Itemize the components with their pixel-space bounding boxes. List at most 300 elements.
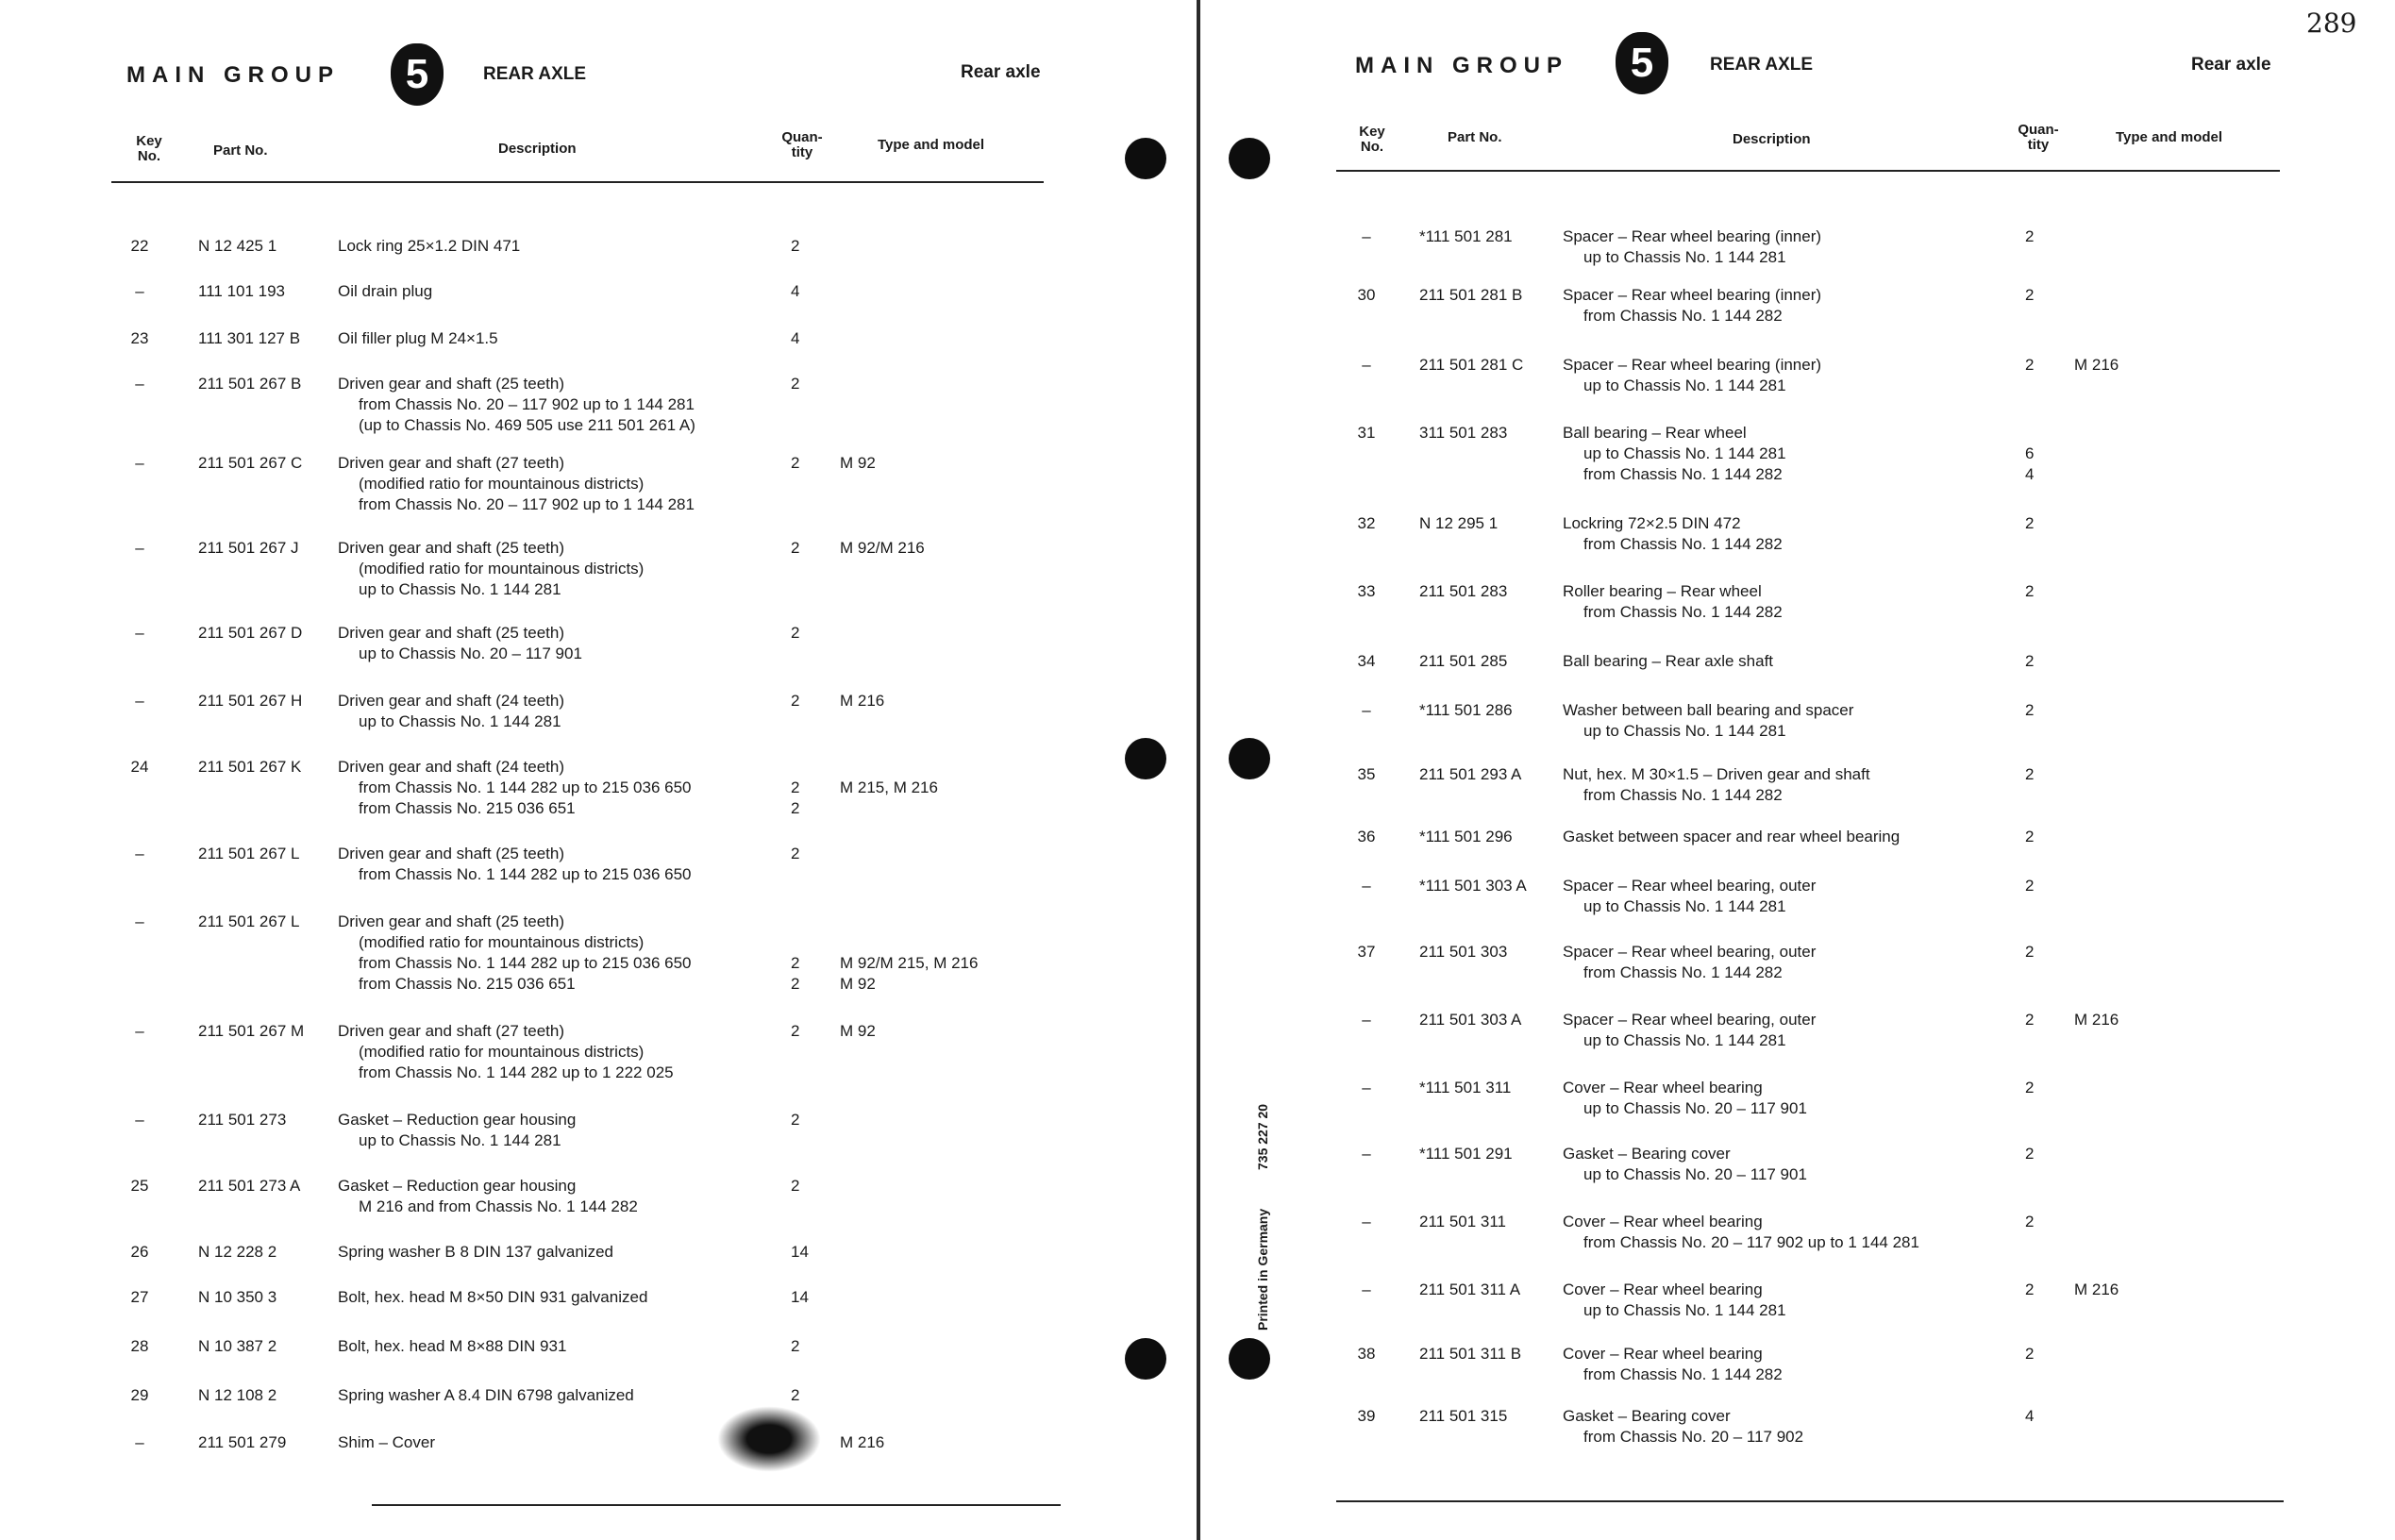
- header-rule: [1336, 170, 2280, 172]
- description-main: Spacer – Rear wheel bearing (inner): [1563, 356, 1822, 374]
- col-key: Key No.: [1359, 124, 1385, 155]
- description-sub: up to Chassis No. 1 144 281: [1583, 1031, 1786, 1049]
- part-no: 211 501 267 C: [198, 454, 303, 472]
- type-model-value: M 216: [2074, 356, 2119, 374]
- key-no: –: [1362, 1079, 1371, 1096]
- description: [338, 912, 762, 995]
- description-main: Gasket – Reduction gear housing: [338, 1177, 577, 1195]
- description-sub: (modified ratio for mountainous districts): [359, 560, 645, 578]
- part-no: 211 501 267 J: [198, 539, 299, 557]
- main-group-title: MAIN GROUP: [1355, 53, 1568, 78]
- part-no: 311 501 283: [1419, 424, 1508, 442]
- type-model: [840, 538, 925, 559]
- key-no: –: [1362, 701, 1371, 719]
- left-page: [0, 0, 1197, 1540]
- description-main: Driven gear and shaft (27 teeth): [338, 454, 565, 472]
- description-main: Driven gear and shaft (25 teeth): [338, 539, 565, 557]
- description: [1563, 1344, 1991, 1385]
- description: [1563, 1010, 1991, 1051]
- quantity-value: 2: [2025, 514, 2035, 532]
- quantity: [791, 757, 799, 819]
- group-number-badge: 5: [1616, 32, 1668, 94]
- quantity: [2025, 1078, 2034, 1098]
- description: [1563, 1280, 1991, 1321]
- key-no: 26: [130, 1243, 149, 1261]
- quantity: [791, 1385, 799, 1406]
- group-number-badge: 5: [391, 43, 444, 106]
- description-sub: up to Chassis No. 20 – 117 901: [359, 644, 582, 662]
- quantity-value: 4: [791, 329, 800, 347]
- quantity: [791, 1176, 799, 1197]
- quantity: [791, 374, 799, 394]
- description: [1563, 651, 1991, 672]
- quantity-value: 2: [2025, 1281, 2035, 1298]
- description: [338, 757, 762, 819]
- col-qty: Quan- tity: [2018, 122, 2059, 153]
- quantity-value: 2: [2025, 765, 2035, 783]
- binder-hole: [1229, 138, 1270, 179]
- description-main: Spring washer A 8.4 DIN 6798 galvanized: [338, 1386, 634, 1404]
- description-sub: up to Chassis No. 1 144 281: [1583, 444, 1786, 462]
- quantity: [791, 1242, 809, 1263]
- section-title: REAR AXLE: [1710, 55, 1814, 75]
- quantity-value: 2: [791, 1111, 800, 1129]
- key-no: 25: [130, 1177, 149, 1195]
- type-model: [2074, 355, 2119, 376]
- description: [338, 1176, 762, 1217]
- quantity-value: [791, 932, 799, 953]
- handwritten-page-number: 289: [2306, 8, 2357, 39]
- description: [338, 453, 762, 515]
- quantity-value: 14: [791, 1243, 809, 1261]
- binder-hole: [1125, 138, 1166, 179]
- description-main: Spacer – Rear wheel bearing, outer: [1563, 877, 1817, 895]
- quantity: [791, 281, 799, 302]
- quantity-value: 2: [791, 1177, 800, 1195]
- part-no: 211 501 285: [1419, 652, 1508, 670]
- description: [338, 1242, 762, 1263]
- page-title: Rear axle: [961, 62, 1041, 82]
- description: [1563, 355, 1991, 396]
- part-no: 211 501 267 M: [198, 1022, 305, 1040]
- description-sub: up to Chassis No. 20 – 117 901: [1583, 1165, 1807, 1183]
- description-sub: from Chassis No. 20 – 117 902 up to 1 144 281: [1583, 1233, 1919, 1251]
- description-main: Spacer – Rear wheel bearing, outer: [1563, 1011, 1817, 1029]
- quantity-value: 4: [791, 282, 800, 300]
- description: [338, 538, 762, 600]
- quantity: [791, 912, 799, 995]
- part-no: 211 501 311 B: [1419, 1345, 1522, 1363]
- quantity-value: 2: [791, 1386, 800, 1404]
- description-main: Shim – Cover: [338, 1433, 435, 1451]
- quantity-value: 2: [791, 1022, 800, 1040]
- description: [1563, 1078, 1991, 1119]
- key-no: 36: [1357, 828, 1376, 845]
- binder-hole: [1125, 1338, 1166, 1380]
- key-no: –: [135, 912, 144, 930]
- description-main: Driven gear and shaft (27 teeth): [338, 1022, 565, 1040]
- key-no: 24: [130, 758, 149, 776]
- type-model: [2074, 1280, 2119, 1300]
- key-no: –: [1362, 356, 1371, 374]
- quantity: [791, 1021, 799, 1042]
- description-main: Oil drain plug: [338, 282, 433, 300]
- description-sub: up to Chassis No. 1 144 281: [1583, 897, 1786, 915]
- type-model-value: [840, 757, 938, 778]
- quantity-value: 2: [2025, 1345, 2035, 1363]
- key-no: 27: [130, 1288, 149, 1306]
- description-main: Spacer – Rear wheel bearing, outer: [1563, 943, 1817, 961]
- description-sub: up to Chassis No. 20 – 117 901: [1583, 1099, 1807, 1117]
- description: [1563, 423, 1991, 485]
- description-sub: from Chassis No. 20 – 117 902: [1583, 1428, 1804, 1446]
- description: [1563, 827, 1991, 847]
- description: [338, 1385, 762, 1406]
- quantity-value: 2: [791, 975, 800, 993]
- key-no: –: [1362, 877, 1371, 895]
- quantity-value: 2: [2025, 1145, 2035, 1163]
- quantity: [2025, 581, 2034, 602]
- right-page: [1200, 0, 2395, 1540]
- part-no: *111 501 291: [1419, 1145, 1513, 1163]
- quantity-value: 2: [2025, 701, 2035, 719]
- header-rule: [111, 181, 1044, 183]
- part-no: 211 501 267 K: [198, 758, 302, 776]
- type-model: [840, 757, 938, 819]
- type-model: [840, 453, 876, 474]
- description: [338, 1432, 762, 1453]
- description: [1563, 700, 1991, 742]
- key-no: 22: [130, 237, 149, 255]
- part-no: 211 501 267 H: [198, 692, 303, 710]
- col-part: Part No.: [213, 142, 268, 159]
- part-no: 211 501 283: [1419, 582, 1508, 600]
- description-main: Driven gear and shaft (24 teeth): [338, 692, 565, 710]
- description-main: Ball bearing – Rear axle shaft: [1563, 652, 1774, 670]
- description-main: Nut, hex. M 30×1.5 – Driven gear and shaft: [1563, 765, 1870, 783]
- part-no: 211 501 267 D: [198, 624, 303, 642]
- quantity-value: 2: [2025, 828, 2035, 845]
- col-qty: Quan- tity: [781, 129, 823, 160]
- description-main: Lock ring 25×1.2 DIN 471: [338, 237, 521, 255]
- quantity-value: 2: [2025, 1011, 2035, 1029]
- key-no: –: [135, 282, 144, 300]
- description-main: Driven gear and shaft (25 teeth): [338, 624, 565, 642]
- description-sub: from Chassis No. 20 – 117 902 up to 1 144 281: [359, 495, 695, 513]
- description: [1563, 1406, 1991, 1448]
- quantity: [2025, 1144, 2034, 1164]
- part-no: 211 501 311 A: [1419, 1281, 1521, 1298]
- key-no: –: [1362, 1011, 1371, 1029]
- quantity: [2025, 764, 2034, 785]
- part-no: N 10 350 3: [198, 1288, 277, 1306]
- quantity: [2025, 226, 2034, 247]
- quantity-value: 2: [791, 237, 800, 255]
- description-sub: from Chassis No. 1 144 282 up to 1 222 025: [359, 1063, 674, 1081]
- quantity: [2025, 827, 2034, 847]
- description-main: Ball bearing – Rear wheel: [1563, 424, 1747, 442]
- description-sub: (modified ratio for mountainous districts): [359, 475, 645, 493]
- quantity-value: [2025, 423, 2034, 444]
- key-no: 32: [1357, 514, 1376, 532]
- description: [338, 623, 762, 664]
- description-sub: up to Chassis No. 1 144 281: [1583, 248, 1786, 266]
- key-no: 31: [1357, 424, 1376, 442]
- description-sub: from Chassis No. 1 144 282: [1583, 963, 1783, 981]
- key-no: –: [135, 539, 144, 557]
- part-no: 211 501 281 B: [1419, 286, 1523, 304]
- quantity: [2025, 513, 2034, 534]
- col-key: Key No.: [136, 133, 162, 164]
- key-no: 39: [1357, 1407, 1376, 1425]
- col-type: Type and model: [878, 137, 985, 153]
- description: [338, 236, 762, 257]
- quantity: [2025, 1406, 2034, 1427]
- binder-hole: [1229, 1338, 1270, 1380]
- type-model-value: M 92/M 215, M 216: [840, 954, 979, 972]
- section-title: REAR AXLE: [483, 64, 587, 84]
- key-no: 28: [130, 1337, 149, 1355]
- description-sub: (up to Chassis No. 469 505 use 211 501 261 A): [359, 416, 695, 434]
- key-no: 34: [1357, 652, 1376, 670]
- description: [338, 1110, 762, 1151]
- key-no: –: [135, 1022, 144, 1040]
- type-model-value: M 216: [840, 1433, 885, 1451]
- quantity: [791, 1336, 799, 1357]
- col-part: Part No.: [1448, 129, 1502, 145]
- quantity-value: 2: [791, 624, 800, 642]
- quantity: [2025, 285, 2034, 306]
- quantity: [2025, 876, 2034, 896]
- quantity-value: 2: [2025, 582, 2035, 600]
- description-main: Gasket between spacer and rear wheel bearing: [1563, 828, 1901, 845]
- description-sub: up to Chassis No. 1 144 281: [359, 580, 561, 598]
- description: [1563, 581, 1991, 623]
- col-desc: Description: [498, 141, 577, 157]
- description-main: Bolt, hex. head M 8×50 DIN 931 galvanized: [338, 1288, 648, 1306]
- description-main: Gasket – Bearing cover: [1563, 1407, 1731, 1425]
- type-model-value: M 215, M 216: [840, 778, 938, 796]
- quantity: [2025, 1280, 2034, 1300]
- quantity-value: 2: [791, 954, 800, 972]
- type-model-value: M 92: [840, 1022, 876, 1040]
- description-sub: (modified ratio for mountainous districts): [359, 933, 645, 951]
- description-main: Gasket – Reduction gear housing: [338, 1111, 577, 1129]
- key-no: –: [135, 1433, 144, 1451]
- part-no: 111 101 193: [198, 282, 286, 300]
- part-no: N 12 108 2: [198, 1386, 277, 1404]
- quantity: [791, 1110, 799, 1130]
- key-no: 35: [1357, 765, 1376, 783]
- description: [1563, 876, 1991, 917]
- description: [338, 844, 762, 885]
- description: [1563, 942, 1991, 983]
- part-no: 211 501 311: [1419, 1213, 1507, 1230]
- binder-hole: [1229, 738, 1270, 779]
- type-model-value: M 216: [2074, 1011, 2119, 1029]
- part-no: 211 501 303: [1419, 943, 1508, 961]
- description-main: Roller bearing – Rear wheel: [1563, 582, 1762, 600]
- quantity: [791, 453, 799, 474]
- quantity: [2025, 942, 2034, 962]
- key-no: 33: [1357, 582, 1376, 600]
- part-no: 211 501 267 L: [198, 912, 300, 930]
- footer-rule: [372, 1504, 1061, 1506]
- quantity-value: 2: [791, 454, 800, 472]
- part-no: *111 501 311: [1419, 1079, 1512, 1096]
- description: [1563, 285, 1991, 326]
- quantity: [2025, 423, 2034, 485]
- type-model: [2074, 1010, 2119, 1030]
- description: [338, 1021, 762, 1083]
- quantity-value: 2: [791, 845, 800, 862]
- description-sub: from Chassis No. 1 144 282: [1583, 786, 1783, 804]
- key-no: 29: [130, 1386, 149, 1404]
- description-sub: from Chassis No. 1 144 282: [1583, 1365, 1783, 1383]
- printed-in-germany: Printed in Germany: [1255, 1208, 1270, 1331]
- description-main: Spacer – Rear wheel bearing (inner): [1563, 286, 1822, 304]
- key-no: –: [135, 692, 144, 710]
- key-no: –: [1362, 1213, 1371, 1230]
- part-no: 211 501 315: [1419, 1407, 1508, 1425]
- type-model: [840, 912, 978, 995]
- ink-smudge: [717, 1406, 821, 1472]
- quantity-value: 6: [2025, 444, 2035, 462]
- quantity-value: 2: [2025, 1213, 2035, 1230]
- part-no: *111 501 281: [1419, 227, 1513, 245]
- description-sub: from Chassis No. 1 144 282: [1583, 603, 1783, 621]
- key-no: –: [1362, 1281, 1371, 1298]
- quantity: [791, 328, 799, 349]
- quantity-value: 2: [791, 1337, 800, 1355]
- description-sub: from Chassis No. 1 144 282: [1583, 465, 1783, 483]
- description-main: Cover – Rear wheel bearing: [1563, 1213, 1763, 1230]
- type-model-value: [840, 798, 938, 819]
- description-main: Driven gear and shaft (25 teeth): [338, 845, 565, 862]
- description-main: Cover – Rear wheel bearing: [1563, 1281, 1763, 1298]
- quantity: [2025, 651, 2034, 672]
- description-main: Cover – Rear wheel bearing: [1563, 1079, 1763, 1096]
- description-sub: up to Chassis No. 1 144 281: [1583, 722, 1786, 740]
- quantity-value: 2: [791, 692, 800, 710]
- part-no: N 12 228 2: [198, 1243, 277, 1261]
- part-no: N 10 387 2: [198, 1337, 277, 1355]
- part-no: N 12 425 1: [198, 237, 277, 255]
- quantity-value: 4: [2025, 1407, 2035, 1425]
- quantity: [2025, 1344, 2034, 1364]
- type-model: [840, 691, 884, 711]
- description-sub: from Chassis No. 1 144 282: [1583, 307, 1783, 325]
- description: [1563, 513, 1991, 555]
- description-main: Driven gear and shaft (25 teeth): [338, 912, 565, 930]
- type-model-value: [840, 932, 978, 953]
- quantity-value: 2: [791, 539, 800, 557]
- description-main: Spacer – Rear wheel bearing (inner): [1563, 227, 1822, 245]
- part-no: N 12 295 1: [1419, 514, 1499, 532]
- quantity: [791, 844, 799, 864]
- quantity-value: 2: [791, 778, 800, 796]
- key-no: 30: [1357, 286, 1376, 304]
- description: [338, 691, 762, 732]
- quantity-value: 4: [2025, 465, 2035, 483]
- type-model: [840, 1432, 884, 1453]
- quantity-value: 2: [2025, 286, 2035, 304]
- description-main: Driven gear and shaft (24 teeth): [338, 758, 565, 776]
- description-main: Oil filler plug M 24×1.5: [338, 329, 498, 347]
- key-no: 38: [1357, 1345, 1376, 1363]
- key-no: –: [135, 454, 144, 472]
- description-sub: from Chassis No. 1 144 282 up to 215 036 650: [359, 778, 692, 796]
- type-model-value: M 92: [840, 454, 876, 472]
- description: [338, 374, 762, 436]
- type-model-value: [840, 912, 978, 932]
- quantity-value: [791, 912, 799, 932]
- quantity: [791, 1287, 809, 1308]
- description: [1563, 1212, 1991, 1253]
- part-no: 211 501 267 L: [198, 845, 300, 862]
- type-model-value: M 216: [840, 692, 885, 710]
- quantity-value: 14: [791, 1288, 809, 1306]
- description: [338, 328, 762, 349]
- description-sub: up to Chassis No. 1 144 281: [359, 1131, 561, 1149]
- description-sub: up to Chassis No. 1 144 281: [359, 712, 561, 730]
- quantity: [2025, 700, 2034, 721]
- part-no: 211 501 281 C: [1419, 356, 1524, 374]
- key-no: –: [1362, 227, 1371, 245]
- print-code: 735 227 20: [1255, 1103, 1270, 1170]
- part-no: 211 501 273: [198, 1111, 287, 1129]
- description-sub: from Chassis No. 215 036 651: [359, 799, 576, 817]
- description-sub: from Chassis No. 20 – 117 902 up to 1 144 281: [359, 395, 695, 413]
- key-no: –: [1362, 1145, 1371, 1163]
- quantity: [791, 691, 799, 711]
- part-no: 111 301 127 B: [198, 329, 301, 347]
- key-no: –: [135, 375, 144, 393]
- description-main: Driven gear and shaft (25 teeth): [338, 375, 565, 393]
- type-model-value: M 216: [2074, 1281, 2119, 1298]
- quantity: [2025, 1212, 2034, 1232]
- col-type: Type and model: [2116, 129, 2223, 145]
- description-sub: up to Chassis No. 1 144 281: [1583, 377, 1786, 394]
- description-sub: from Chassis No. 1 144 282: [1583, 535, 1783, 553]
- quantity-value: 2: [2025, 943, 2035, 961]
- description: [1563, 764, 1991, 806]
- description-main: Lockring 72×2.5 DIN 472: [1563, 514, 1741, 532]
- description-main: Cover – Rear wheel bearing: [1563, 1345, 1763, 1363]
- quantity-value: 2: [791, 375, 800, 393]
- description-main: Spring washer B 8 DIN 137 galvanized: [338, 1243, 613, 1261]
- page-title: Rear axle: [2191, 55, 2271, 75]
- part-no: 211 501 273 A: [198, 1177, 301, 1195]
- part-no: 211 501 279: [198, 1433, 287, 1451]
- quantity: [2025, 1010, 2034, 1030]
- quantity: [791, 538, 799, 559]
- col-desc: Description: [1733, 131, 1811, 147]
- footer-rule: [1336, 1500, 2284, 1502]
- description-main: Gasket – Bearing cover: [1563, 1145, 1731, 1163]
- key-no: –: [135, 1111, 144, 1129]
- description: [1563, 226, 1991, 268]
- type-model: [840, 1021, 876, 1042]
- binder-hole: [1125, 738, 1166, 779]
- type-model-value: M 92: [840, 975, 876, 993]
- description-sub: from Chassis No. 1 144 282 up to 215 036 650: [359, 865, 692, 883]
- part-no: *111 501 286: [1419, 701, 1513, 719]
- quantity-value: 2: [2025, 227, 2035, 245]
- quantity-value: 2: [2025, 1079, 2035, 1096]
- description-sub: from Chassis No. 215 036 651: [359, 975, 576, 993]
- quantity-value: 2: [791, 799, 800, 817]
